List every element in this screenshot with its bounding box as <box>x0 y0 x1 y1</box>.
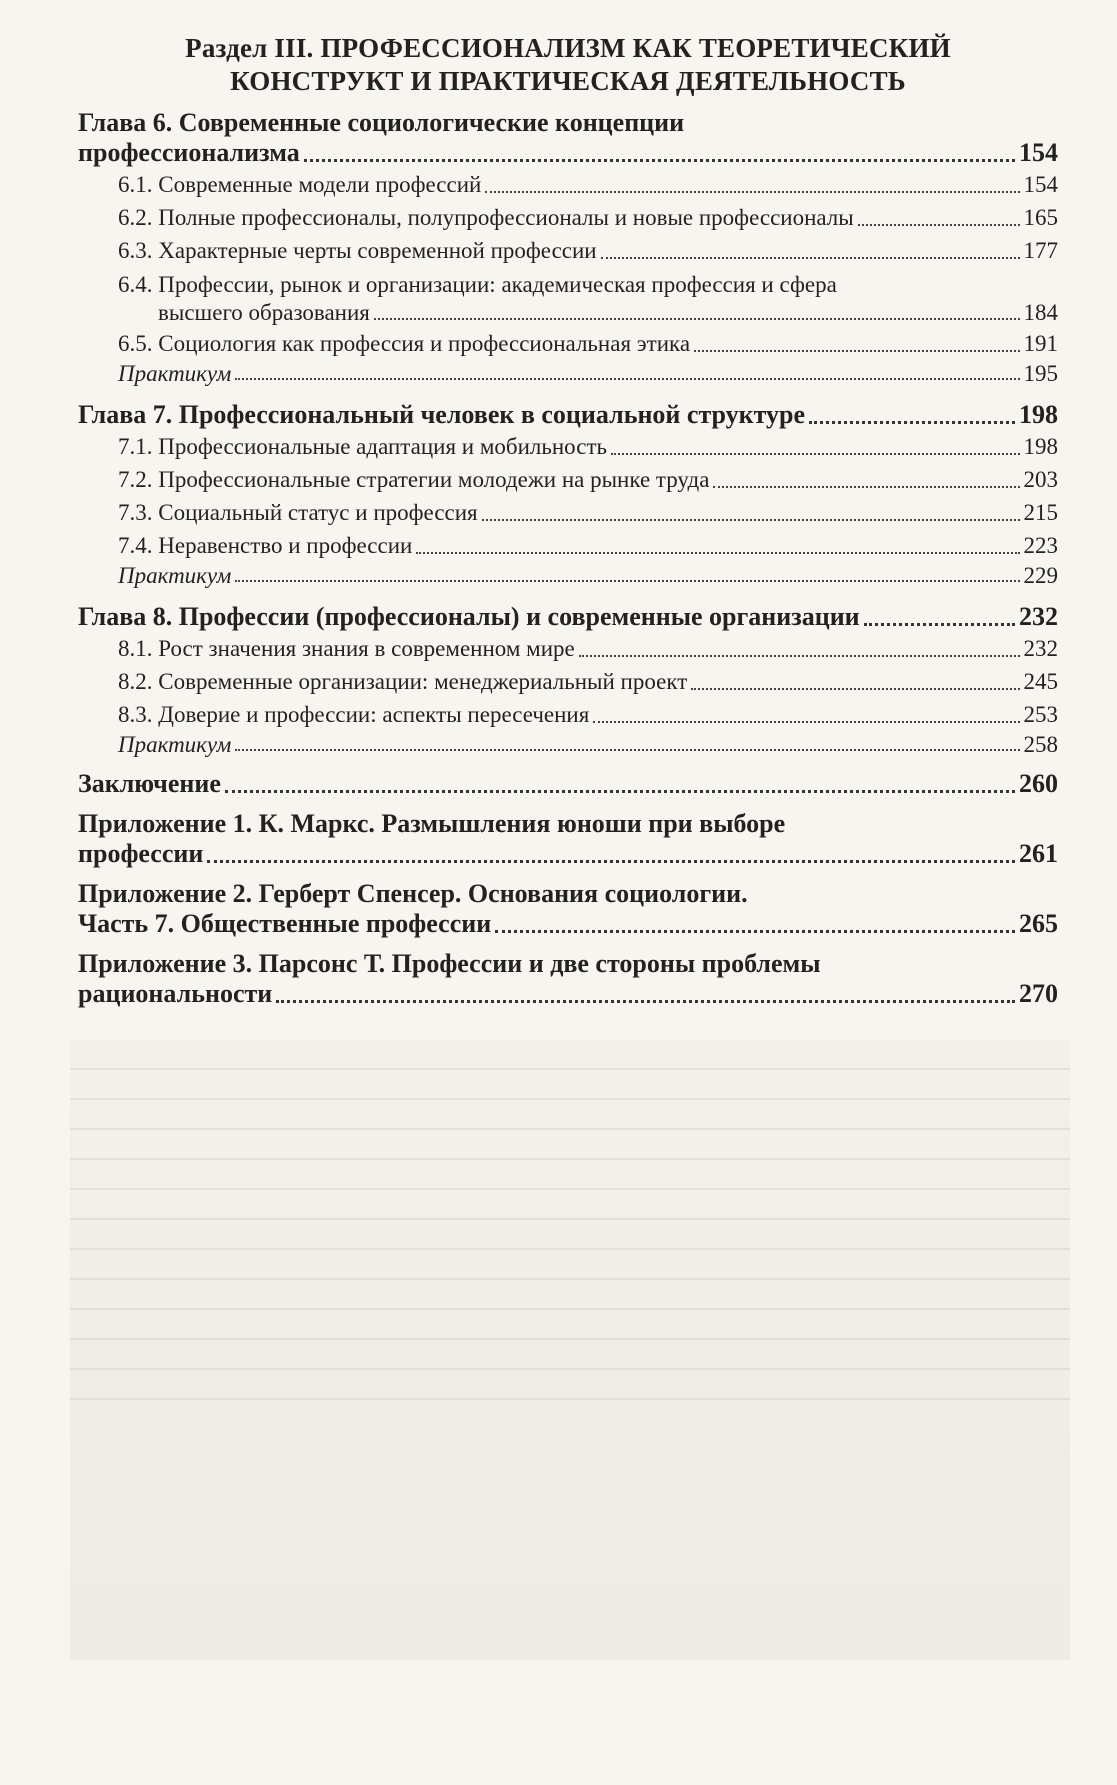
entry-title: Практикум <box>118 563 232 588</box>
toc-entry[interactable] <box>78 979 1058 1009</box>
bleed-through-texture <box>70 1040 1070 1660</box>
toc-entry[interactable] <box>78 562 1058 590</box>
dot-leader <box>864 623 1015 626</box>
appendix-title: Приложение 1. К. Маркс. Размышления юноши при выборе <box>78 809 786 838</box>
chapter-8 <box>78 602 1058 759</box>
toc-entry[interactable] <box>78 201 1058 234</box>
section-title <box>78 32 1058 98</box>
section-title-line: Раздел III. ПРОФЕССИОНАЛИЗМ КАК ТЕОРЕТИЧЕСКИЙ <box>185 33 951 63</box>
page-number: 195 <box>1023 361 1058 386</box>
dot-leader <box>416 552 1019 554</box>
toc-entry[interactable] <box>78 271 1058 327</box>
page-number: 258 <box>1023 732 1058 757</box>
entry-title: 8.3. Доверие и профессии: аспекты пересечения <box>118 702 590 727</box>
toc-entry[interactable] <box>78 698 1058 731</box>
toc-entry[interactable] <box>78 430 1058 463</box>
page-number: 154 <box>1023 172 1058 197</box>
entry-title: 7.3. Социальный статус и профессия <box>118 500 478 525</box>
dot-leader <box>485 191 1019 193</box>
dot-leader <box>611 453 1019 455</box>
toc-entry[interactable] <box>78 602 1058 632</box>
appendix-title: профессии <box>78 839 204 868</box>
appendix-title: Приложение 3. Парсонс Т. Профессии и две стороны проблемы <box>78 949 821 978</box>
entry-title: Практикум <box>118 732 232 757</box>
conclusion-title: Заключение <box>78 769 221 798</box>
chapter-6 <box>78 108 1058 388</box>
dot-leader <box>579 655 1020 657</box>
entry-title: 7.4. Неравенство и профессии <box>118 533 413 558</box>
dot-leader <box>858 224 1020 226</box>
toc-entry[interactable] <box>78 138 1058 168</box>
entry-title: 6.4. Профессии, рынок и организации: академическая профессия и сфера <box>118 272 837 297</box>
chapter-title: профессионализма <box>78 138 300 167</box>
appendix-1[interactable] <box>78 809 1058 869</box>
appendix-title: Приложение 2. Герберт Спенсер. Основания социологии. <box>78 879 748 908</box>
dot-leader <box>601 257 1020 259</box>
toc-entry[interactable] <box>78 234 1058 267</box>
entry-title: 8.2. Современные организации: менеджериальный проект <box>118 669 688 694</box>
dot-leader <box>207 860 1015 863</box>
page-number: 184 <box>1023 300 1058 325</box>
toc-entry[interactable] <box>78 839 1058 869</box>
page-number: 253 <box>1023 702 1058 727</box>
toc-entry[interactable] <box>78 496 1058 529</box>
page-number: 165 <box>1023 205 1058 230</box>
toc-entry[interactable] <box>78 327 1058 360</box>
entry-title: 8.1. Рост значения знания в современном мире <box>118 636 575 661</box>
dot-leader <box>235 580 1019 582</box>
dot-leader <box>809 421 1015 424</box>
page-number: 265 <box>1019 909 1058 938</box>
page-number: 270 <box>1019 979 1058 1008</box>
toc-entry[interactable] <box>78 909 1058 939</box>
page-number: 260 <box>1019 769 1058 798</box>
chapter-title: Глава 8. Профессии (профессионалы) и современные организации <box>78 602 860 631</box>
entry-title: 6.1. Современные модели профессий <box>118 172 482 197</box>
entry-title: высшего образования <box>158 300 370 325</box>
toc-entry[interactable] <box>78 632 1058 665</box>
dot-leader <box>593 721 1019 723</box>
dot-leader <box>374 318 1020 320</box>
toc-entry[interactable] <box>78 769 1058 799</box>
appendix-3[interactable] <box>78 949 1058 1009</box>
page-number: 223 <box>1023 533 1058 558</box>
entry-title: 6.2. Полные профессионалы, полупрофессионалы и новые профессионалы <box>118 205 854 230</box>
page-number: 177 <box>1023 238 1058 263</box>
page-number: 245 <box>1023 669 1058 694</box>
entry-title: Практикум <box>118 361 232 386</box>
entry-title: 6.5. Социология как профессия и профессиональная этика <box>118 331 691 356</box>
page-number: 232 <box>1023 636 1058 661</box>
dot-leader <box>694 350 1019 352</box>
page-number: 198 <box>1023 434 1058 459</box>
dot-leader <box>713 486 1019 488</box>
dot-leader <box>235 378 1019 380</box>
table-of-contents <box>78 24 1058 1009</box>
page-number: 229 <box>1023 563 1058 588</box>
chapter-title: Глава 6. Современные социологические концепции <box>78 108 685 137</box>
toc-entry[interactable] <box>78 463 1058 496</box>
dot-leader <box>691 688 1019 690</box>
entry-title: 7.2. Профессиональные стратегии молодежи на рынке труда <box>118 467 710 492</box>
page-number: 203 <box>1023 467 1058 492</box>
dot-leader <box>276 1000 1015 1003</box>
entry-title: 6.3. Характерные черты современной профессии <box>118 238 597 263</box>
page-number: 191 <box>1023 331 1058 356</box>
dot-leader <box>304 159 1015 162</box>
section-title-line: КОНСТРУКТ И ПРАКТИЧЕСКАЯ ДЕЯТЕЛЬНОСТЬ <box>230 66 906 96</box>
chapter-7 <box>78 400 1058 590</box>
chapter-title: Глава 7. Профессиональный человек в социальной структуре <box>78 400 806 429</box>
appendix-2[interactable] <box>78 879 1058 939</box>
toc-entry[interactable] <box>78 529 1058 562</box>
page-number: 198 <box>1019 400 1058 429</box>
toc-entry[interactable] <box>78 400 1058 430</box>
page-number: 154 <box>1019 138 1058 167</box>
dot-leader <box>495 930 1015 933</box>
dot-leader <box>235 749 1019 751</box>
toc-entry[interactable] <box>78 731 1058 759</box>
appendix-title: рациональности <box>78 979 273 1008</box>
dot-leader <box>482 519 1020 521</box>
toc-entry[interactable] <box>78 360 1058 388</box>
page-number: 232 <box>1019 602 1058 631</box>
toc-entry[interactable] <box>78 168 1058 201</box>
entry-title: 7.1. Профессиональные адаптация и мобильность <box>118 434 608 459</box>
page-number: 215 <box>1023 500 1058 525</box>
page-number: 261 <box>1019 839 1058 868</box>
toc-entry[interactable] <box>78 665 1058 698</box>
appendix-title: Часть 7. Общественные профессии <box>78 909 492 938</box>
dot-leader <box>225 790 1015 793</box>
